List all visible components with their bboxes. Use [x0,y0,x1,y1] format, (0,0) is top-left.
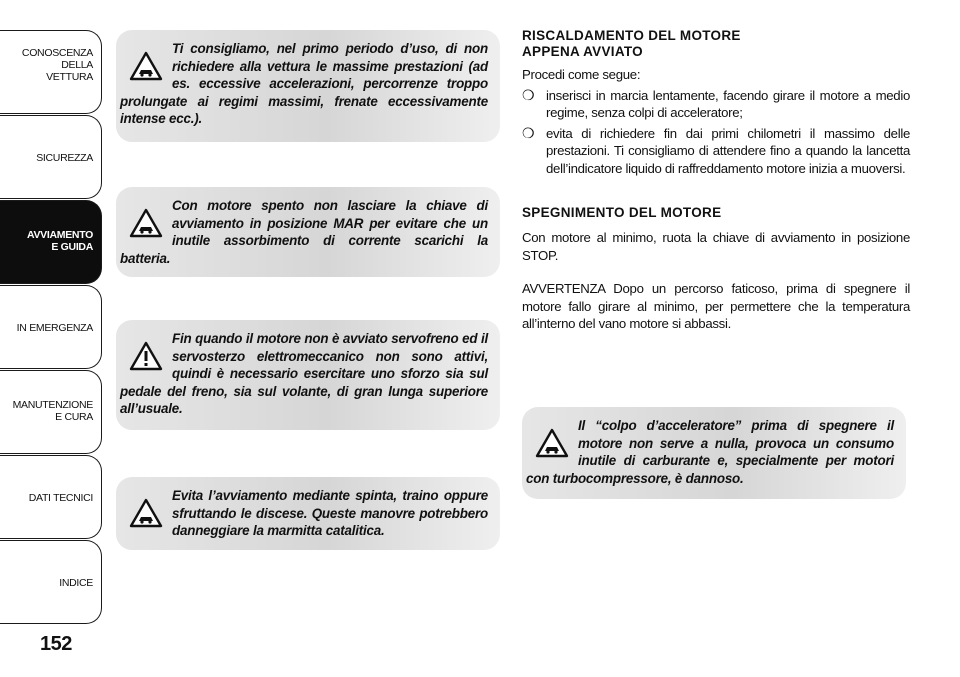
tab-label-line: E GUIDA [51,241,93,253]
tab-label-line: AVVIAMENTO [26,229,93,241]
tab-sicurezza[interactable] [0,115,102,199]
warning-text: Il “colpo d’acceleratore” prima di spegnere il motore non serve a nulla, provoca un consumo inutile di carburante e, specialmente per motori con turbocompressore, è dannoso. [526,418,894,486]
tab-indice[interactable] [0,540,102,624]
warning-box [116,30,500,142]
tab-label-line: MANUTENZIONE [12,399,93,411]
tab-label-line: CONOSCENZA [21,47,93,59]
warning-box [522,407,906,499]
body-text: Con motore al minimo, ruota la chiave di avviamento in posizione STOP. [522,230,910,263]
list-item [522,87,910,122]
danger-warning-icon [120,330,172,382]
tab-label-line: INDICE [59,577,93,589]
tab-dati-tecnici[interactable] [0,455,102,539]
tab-in-emergenza[interactable] [0,285,102,369]
body-text: AVVERTENZA Dopo un percorso faticoso, prima di spegnere il motore fallo girare al minimo, per permettere che la temperatura all’interno del vano motore si abbassi. [522,281,910,331]
section-heading [522,28,910,60]
list-item-text: evita di richiedere fin dai primi chilometri il massimo delle prestazioni. Ti consigliamo di attendere fino a quando la lancetta dell’indicatore liquido di raffreddamento motore inizia a muoversi. [546,125,910,176]
warning-box [116,477,500,550]
tab-manutenzione-e-cura[interactable] [0,370,102,454]
right-column [522,28,910,333]
bullet-circle-icon: ❍ [522,86,535,103]
tab-conoscenza-della-vettura[interactable] [0,30,102,114]
warning-text: Evita l’avviamento mediante spinta, traino oppure sfruttando le discese. Queste manovre potrebbero danneggiare la marmitta catalitica. [172,488,488,538]
warning-box [116,187,500,277]
list-item [522,125,910,178]
tab-label-line: DELLA [61,59,93,71]
car-warning-icon [526,417,578,469]
section-heading: SPEGNIMENTO DEL MOTORE [522,205,722,220]
tab-label-line: E CURA [55,411,93,423]
heading-line: APPENA AVVIATO [522,44,643,59]
car-warning-icon [120,197,172,249]
tab-avviamento-e-guida[interactable] [0,200,102,284]
warning-text: Con motore spento non lasciare la chiave di avviamento in posizione MAR per evitare che un inutile assorbimento di corrente scarichi la batteria. [120,198,488,266]
car-warning-icon [120,40,172,92]
tab-label-line: VETTURA [46,71,93,83]
warning-text: Ti consigliamo, nel primo periodo d’uso, di non richiedere alla vettura le massime prestazioni (ad es. eccessive accelerazioni, percorrenze troppo prolungate ai regimi massimi, frenate eccessivamente intense ecc.). [120,41,488,126]
bullet-circle-icon: ❍ [522,124,535,141]
warning-text: Fin quando il motore non è avviato servofreno ed il servosterzo elettromeccanico non sono attivi, quindi è necessario esercitare uno sforzo sia sul pedale del freno, sia sul volante, di gran lunga superiore all’usuale. [120,331,488,416]
intro-text: Procedi come segue: [522,67,641,82]
page-number: 152 [40,633,72,655]
list-item-text: inserisci in marcia lentamente, facendo girare il motore a medio regime, senza colpi di acceleratore; [546,87,910,120]
heading-line: RISCALDAMENTO DEL MOTORE [522,28,741,43]
tab-label-line: IN EMERGENZA [16,322,93,334]
car-warning-icon [120,487,172,539]
warning-box [116,320,500,430]
tab-label-line: SICUREZZA [36,152,93,164]
tab-label-line: DATI TECNICI [28,492,93,504]
